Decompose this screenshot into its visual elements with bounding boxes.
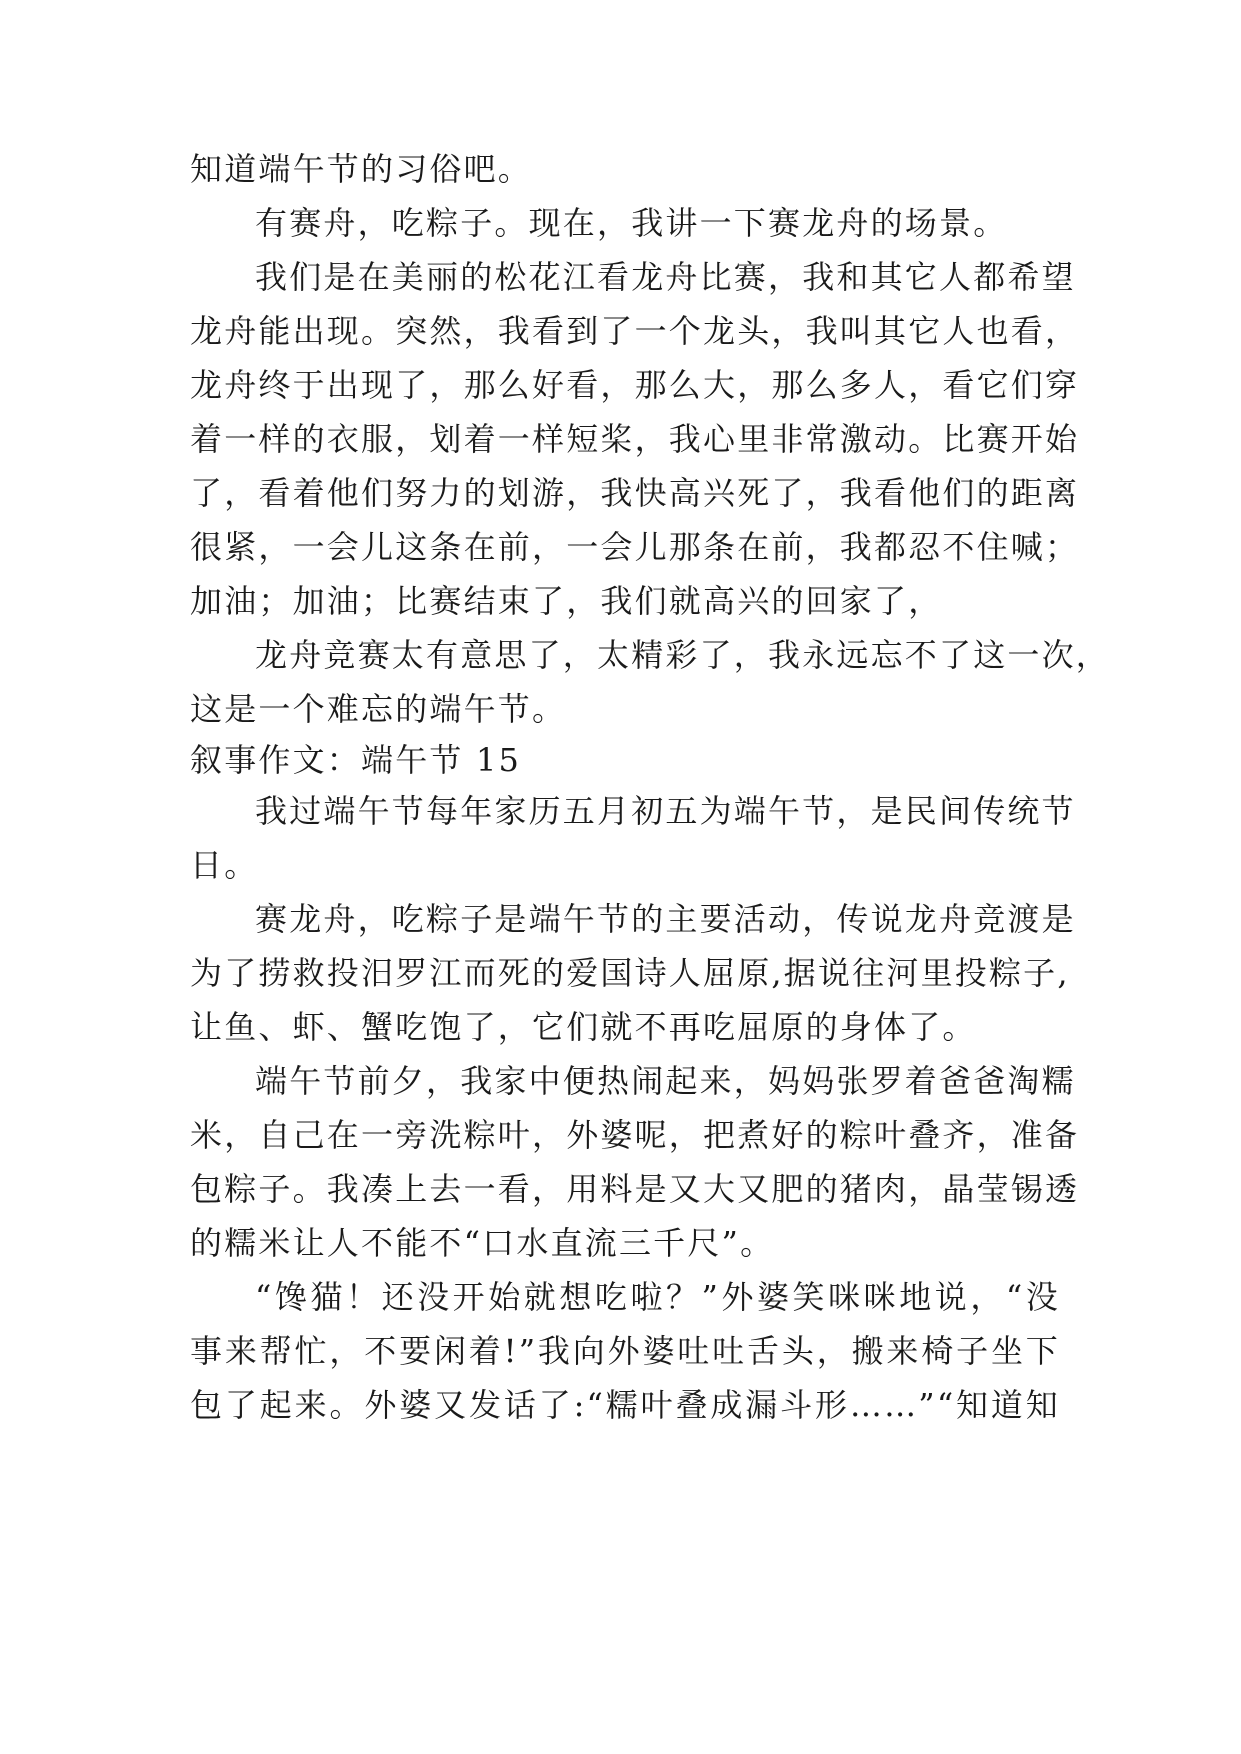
- text-line: 着一样的衣服，划着一样短桨，我心里非常激动。比赛开始: [190, 420, 1080, 458]
- text-line: 包粽子。我凑上去一看，用料是又大又肥的猪肉，晶莹锡透: [190, 1170, 1080, 1208]
- text-line: 龙舟终于出现了，那么好看，那么大，那么多人，看它们穿: [190, 366, 1080, 404]
- text-line: 端午节前夕，我家中便热闹起来，妈妈张罗着爸爸淘糯: [255, 1062, 1076, 1100]
- text-line: 为了捞救投汨罗江而死的爱国诗人屈原,据说往河里投粽子,: [190, 954, 1070, 992]
- text-line: 很紧，一会儿这条在前，一会儿那条在前，我都忍不住喊；: [190, 528, 1080, 566]
- text-line: 赛龙舟，吃粽子是端午节的主要活动，传说龙舟竞渡是: [255, 900, 1076, 938]
- text-line: 我过端午节每年家历五月初五为端午节，是民间传统节: [255, 792, 1076, 830]
- text-line: 龙舟竞赛太有意思了，太精彩了，我永远忘不了这一次，: [255, 636, 1111, 674]
- text-line: 加油；加油；比赛结束了，我们就高兴的回家了，: [190, 582, 943, 620]
- section-heading: 叙事作文：端午节 15: [190, 741, 522, 779]
- text-line: 龙舟能出现。突然，我看到了一个龙头，我叫其它人也看，: [190, 312, 1080, 350]
- text-line: 米，自己在一旁洗粽叶，外婆呢，把煮好的粽叶叠齐，准备: [190, 1116, 1080, 1154]
- text-line: 有赛舟，吃粽子。现在，我讲一下赛龙舟的场景。: [255, 204, 1008, 242]
- text-line: “馋猫！还没开始就想吃啦？”外婆笑咪咪地说，“没: [255, 1278, 1060, 1316]
- text-line: 这是一个难忘的端午节。: [190, 690, 567, 728]
- text-line: 的糯米让人不能不“口水直流三千尺”。: [190, 1224, 775, 1262]
- text-line: 我们是在美丽的松花江看龙舟比赛，我和其它人都希望: [255, 258, 1076, 296]
- text-line: 包了起来。外婆又发话了:“糯叶叠成漏斗形……”“知道知: [190, 1386, 1060, 1424]
- text-line: 知道端午节的习俗吧。: [190, 150, 533, 188]
- text-line: 日。: [190, 846, 259, 884]
- text-line: 让鱼、虾、蟹吃饱了，它们就不再吃屈原的身体了。: [190, 1008, 977, 1046]
- text-line: 了，看着他们努力的划游，我快高兴死了，我看他们的距离: [190, 474, 1080, 512]
- text-line: 事来帮忙，不要闲着!”我向外婆吐吐舌头，搬来椅子坐下: [190, 1332, 1060, 1370]
